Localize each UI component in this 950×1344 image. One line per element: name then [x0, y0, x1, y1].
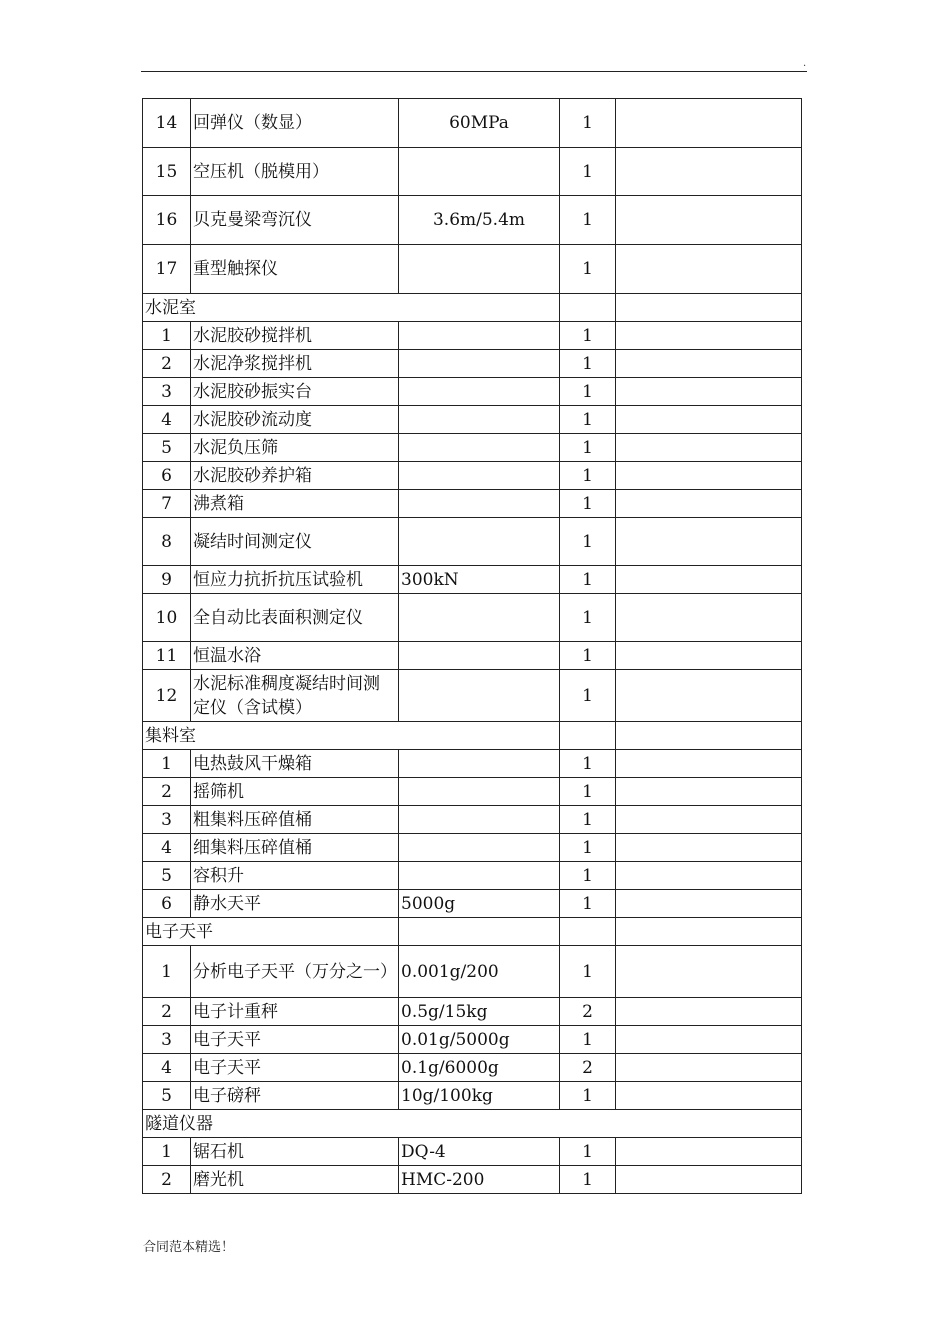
footer-text: 合同范本精选！	[143, 1240, 235, 1255]
table-row	[143, 518, 802, 566]
item-spec-cell	[399, 462, 560, 490]
item-name-cell: 水泥胶砂搅拌机	[191, 322, 399, 350]
table-row	[143, 350, 802, 378]
item-name-cell: 全自动比表面积测定仪	[191, 594, 399, 642]
item-number-cell: 5	[143, 434, 191, 462]
item-remark-cell	[616, 1082, 802, 1110]
item-quantity-cell: 1	[560, 99, 616, 148]
item-name-cell: 沸煮箱	[191, 490, 399, 518]
table-row	[143, 1026, 802, 1054]
item-name-cell: 重型触探仪	[191, 245, 399, 294]
item-number-cell: 12	[143, 670, 191, 722]
item-quantity-cell: 1	[560, 322, 616, 350]
table-row	[143, 378, 802, 406]
item-quantity-cell: 1	[560, 245, 616, 294]
table-row	[143, 946, 802, 998]
item-name-cell: 锯石机	[191, 1138, 399, 1166]
item-remark-cell	[616, 462, 802, 490]
item-name-cell: 水泥胶砂养护箱	[191, 462, 399, 490]
item-quantity-cell: 1	[560, 890, 616, 918]
item-remark-cell	[616, 834, 802, 862]
item-number-cell: 2	[143, 778, 191, 806]
item-name-cell: 电子天平	[191, 1026, 399, 1054]
item-name-cell: 电子计重秤	[191, 998, 399, 1026]
item-remark-cell	[616, 434, 802, 462]
section-title: 电子天平	[143, 918, 399, 946]
item-remark-cell	[616, 750, 802, 778]
table-row	[143, 196, 802, 245]
item-spec-cell: 0.001g/200	[399, 946, 560, 998]
section-title: 集料室	[143, 722, 560, 750]
item-spec-cell	[399, 750, 560, 778]
item-remark-cell	[616, 566, 802, 594]
section-row	[143, 722, 802, 750]
item-number-cell: 4	[143, 406, 191, 434]
item-number-cell: 7	[143, 490, 191, 518]
table-row	[143, 1054, 802, 1082]
item-spec-cell	[399, 518, 560, 566]
item-spec-cell	[399, 834, 560, 862]
item-remark-cell	[616, 670, 802, 722]
item-name-cell: 摇筛机	[191, 778, 399, 806]
item-quantity-cell: 1	[560, 750, 616, 778]
item-name-cell: 电子磅秤	[191, 1082, 399, 1110]
section-row	[143, 918, 802, 946]
table-row	[143, 462, 802, 490]
table-row	[143, 490, 802, 518]
item-remark-cell	[616, 1026, 802, 1054]
item-name-cell: 恒温水浴	[191, 642, 399, 670]
item-name-cell: 粗集料压碎值桶	[191, 806, 399, 834]
section-empty-cell	[616, 918, 802, 946]
item-remark-cell	[616, 196, 802, 245]
item-remark-cell	[616, 778, 802, 806]
item-quantity-cell: 1	[560, 406, 616, 434]
section-row	[143, 294, 802, 322]
item-number-cell: 3	[143, 806, 191, 834]
item-number-cell: 5	[143, 862, 191, 890]
section-empty-cell	[560, 918, 616, 946]
item-quantity-cell: 1	[560, 148, 616, 196]
item-name-cell: 恒应力抗折抗压试验机	[191, 566, 399, 594]
item-name-cell: 细集料压碎值桶	[191, 834, 399, 862]
item-spec-cell: 3.6m/5.4m	[399, 196, 560, 245]
item-name-cell: 贝克曼梁弯沉仪	[191, 196, 399, 245]
item-remark-cell	[616, 862, 802, 890]
item-name-cell: 回弹仪（数显）	[191, 99, 399, 148]
item-name-cell: 分析电子天平（万分之一）	[191, 946, 399, 998]
section-title: 隧道仪器	[143, 1110, 802, 1138]
item-remark-cell	[616, 594, 802, 642]
section-empty-cell	[616, 294, 802, 322]
table-row	[143, 834, 802, 862]
section-empty-cell	[399, 918, 560, 946]
section-empty-cell	[560, 722, 616, 750]
item-spec-cell	[399, 434, 560, 462]
table-row	[143, 642, 802, 670]
item-quantity-cell: 1	[560, 350, 616, 378]
item-remark-cell	[616, 406, 802, 434]
item-spec-cell: 60MPa	[399, 99, 560, 148]
table-row	[143, 998, 802, 1026]
item-spec-cell: 5000g	[399, 890, 560, 918]
item-remark-cell	[616, 245, 802, 294]
item-quantity-cell: 1	[560, 594, 616, 642]
item-name-cell: 电热鼓风干燥箱	[191, 750, 399, 778]
item-quantity-cell: 1	[560, 378, 616, 406]
item-remark-cell	[616, 518, 802, 566]
item-number-cell: 1	[143, 946, 191, 998]
item-quantity-cell: 1	[560, 518, 616, 566]
item-remark-cell	[616, 642, 802, 670]
table-row	[143, 862, 802, 890]
table-row	[143, 434, 802, 462]
table-row	[143, 99, 802, 148]
item-remark-cell	[616, 322, 802, 350]
item-name-cell: 水泥标准稠度凝结时间测定仪（含试模）	[191, 670, 399, 722]
item-name-cell: 磨光机	[191, 1166, 399, 1194]
item-spec-cell	[399, 778, 560, 806]
table-row	[143, 750, 802, 778]
item-number-cell: 4	[143, 1054, 191, 1082]
item-number-cell: 5	[143, 1082, 191, 1110]
item-spec-cell: 0.5g/15kg	[399, 998, 560, 1026]
item-remark-cell	[616, 490, 802, 518]
item-spec-cell: 300kN	[399, 566, 560, 594]
item-spec-cell	[399, 670, 560, 722]
item-spec-cell	[399, 594, 560, 642]
item-number-cell: 17	[143, 245, 191, 294]
header-rule	[141, 71, 807, 72]
item-spec-cell	[399, 322, 560, 350]
table-row	[143, 566, 802, 594]
item-spec-cell	[399, 245, 560, 294]
item-quantity-cell: 2	[560, 998, 616, 1026]
item-remark-cell	[616, 806, 802, 834]
item-remark-cell	[616, 890, 802, 918]
item-spec-cell	[399, 350, 560, 378]
header-mark: .	[803, 58, 807, 69]
item-spec-cell	[399, 378, 560, 406]
item-quantity-cell: 2	[560, 1054, 616, 1082]
item-name-cell: 电子天平	[191, 1054, 399, 1082]
section-empty-cell	[560, 294, 616, 322]
table-row	[143, 670, 802, 722]
item-quantity-cell: 1	[560, 490, 616, 518]
item-number-cell: 11	[143, 642, 191, 670]
item-name-cell: 水泥胶砂流动度	[191, 406, 399, 434]
item-number-cell: 6	[143, 890, 191, 918]
equipment-table	[142, 98, 802, 1194]
table-row	[143, 406, 802, 434]
item-quantity-cell: 1	[560, 778, 616, 806]
item-name-cell: 容积升	[191, 862, 399, 890]
item-number-cell: 8	[143, 518, 191, 566]
item-spec-cell: 0.01g/5000g	[399, 1026, 560, 1054]
item-quantity-cell: 1	[560, 566, 616, 594]
item-number-cell: 6	[143, 462, 191, 490]
item-spec-cell: DQ-4	[399, 1138, 560, 1166]
item-quantity-cell: 1	[560, 1082, 616, 1110]
item-quantity-cell: 1	[560, 1138, 616, 1166]
item-remark-cell	[616, 99, 802, 148]
item-quantity-cell: 1	[560, 1026, 616, 1054]
item-name-cell: 水泥净浆搅拌机	[191, 350, 399, 378]
section-row	[143, 1110, 802, 1138]
section-empty-cell	[616, 722, 802, 750]
item-quantity-cell: 1	[560, 434, 616, 462]
item-remark-cell	[616, 1138, 802, 1166]
item-remark-cell	[616, 148, 802, 196]
item-spec-cell	[399, 862, 560, 890]
item-spec-cell: 10g/100kg	[399, 1082, 560, 1110]
item-number-cell: 4	[143, 834, 191, 862]
item-quantity-cell: 1	[560, 196, 616, 245]
item-number-cell: 2	[143, 1166, 191, 1194]
item-name-cell: 凝结时间测定仪	[191, 518, 399, 566]
item-number-cell: 3	[143, 378, 191, 406]
item-name-cell: 水泥负压筛	[191, 434, 399, 462]
item-spec-cell	[399, 490, 560, 518]
item-number-cell: 16	[143, 196, 191, 245]
item-spec-cell	[399, 642, 560, 670]
item-number-cell: 9	[143, 566, 191, 594]
item-quantity-cell: 1	[560, 670, 616, 722]
item-number-cell: 14	[143, 99, 191, 148]
item-number-cell: 3	[143, 1026, 191, 1054]
table-row	[143, 806, 802, 834]
item-quantity-cell: 1	[560, 834, 616, 862]
table-row	[143, 322, 802, 350]
item-quantity-cell: 1	[560, 642, 616, 670]
item-quantity-cell: 1	[560, 862, 616, 890]
item-name-cell: 静水天平	[191, 890, 399, 918]
table-row	[143, 148, 802, 196]
item-spec-cell	[399, 148, 560, 196]
section-title: 水泥室	[143, 294, 560, 322]
item-quantity-cell: 1	[560, 806, 616, 834]
item-spec-cell	[399, 406, 560, 434]
item-quantity-cell: 1	[560, 462, 616, 490]
item-number-cell: 2	[143, 350, 191, 378]
table-row	[143, 245, 802, 294]
item-remark-cell	[616, 946, 802, 998]
item-remark-cell	[616, 350, 802, 378]
item-remark-cell	[616, 998, 802, 1026]
item-remark-cell	[616, 1054, 802, 1082]
table-row	[143, 1166, 802, 1194]
item-remark-cell	[616, 378, 802, 406]
item-name-cell: 空压机（脱模用）	[191, 148, 399, 196]
item-spec-cell	[399, 806, 560, 834]
table-row	[143, 778, 802, 806]
item-quantity-cell: 1	[560, 1166, 616, 1194]
table-row	[143, 1082, 802, 1110]
item-name-cell: 水泥胶砂振实台	[191, 378, 399, 406]
item-number-cell: 10	[143, 594, 191, 642]
item-quantity-cell: 1	[560, 946, 616, 998]
item-number-cell: 15	[143, 148, 191, 196]
item-number-cell: 1	[143, 1138, 191, 1166]
item-number-cell: 1	[143, 750, 191, 778]
item-number-cell: 1	[143, 322, 191, 350]
table-row	[143, 1138, 802, 1166]
item-remark-cell	[616, 1166, 802, 1194]
item-spec-cell: HMC-200	[399, 1166, 560, 1194]
equipment-table-body	[143, 99, 802, 1194]
table-row	[143, 890, 802, 918]
table-row	[143, 594, 802, 642]
item-spec-cell: 0.1g/6000g	[399, 1054, 560, 1082]
item-number-cell: 2	[143, 998, 191, 1026]
